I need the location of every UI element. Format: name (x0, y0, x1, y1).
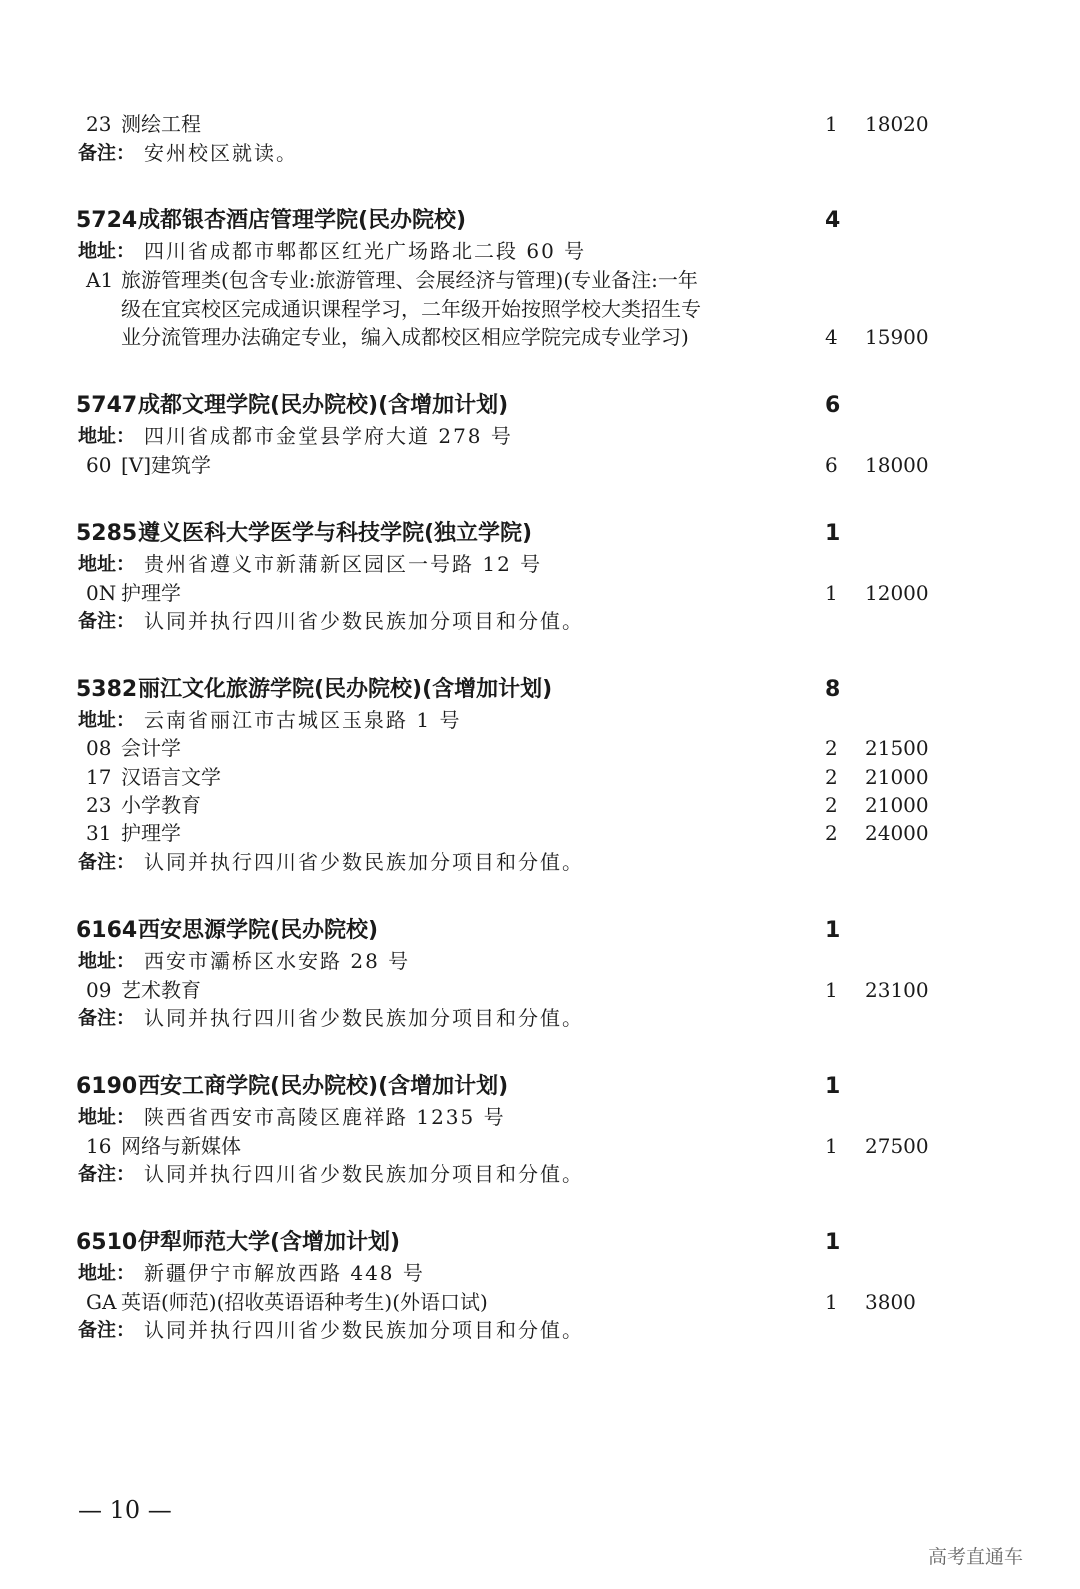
school-header (0, 391, 1080, 421)
major-name: 护理学 (121, 821, 181, 845)
note-row (0, 1003, 1080, 1033)
major-code: 17 (86, 765, 112, 789)
school-header (0, 206, 1080, 236)
school-code: 5285 (76, 521, 138, 546)
address-text: 贵州省遵义市新蒲新区园区一号路 12 号 (144, 552, 543, 576)
major-code: 31 (86, 821, 112, 845)
major-row (0, 109, 1080, 139)
major-name: 会计学 (121, 736, 181, 760)
note-text: 认同并执行四川省少数民族加分项目和分值。 (144, 609, 584, 633)
school-total: 6 (825, 393, 841, 418)
major-row (0, 265, 1080, 295)
school-code: 5724 (76, 208, 138, 233)
major-name: 艺术教育 (121, 978, 201, 1002)
note-row (0, 1315, 1080, 1345)
major-count: 1 (825, 978, 838, 1002)
address-text: 陕西省西安市高陵区鹿祥路 1235 号 (144, 1105, 506, 1129)
major-fee: 23100 (865, 978, 929, 1002)
address-text: 四川省成都市金堂县学府大道 278 号 (144, 424, 513, 448)
school-header (0, 1228, 1080, 1258)
note-label: 备注： (78, 1319, 136, 1341)
school-total: 1 (825, 521, 841, 546)
address-label: 地址： (78, 240, 136, 262)
note-label: 备注： (78, 1007, 136, 1029)
major-count: 2 (825, 765, 838, 789)
major-row-continued (0, 322, 1080, 352)
major-count: 4 (825, 325, 838, 349)
school-total: 1 (825, 1230, 841, 1255)
note-label: 备注： (78, 610, 136, 632)
major-fee: 12000 (865, 581, 929, 605)
note-text: 安州校区就读。 (144, 141, 298, 165)
school-total: 8 (825, 677, 841, 702)
school-total: 1 (825, 1074, 841, 1099)
school-header (0, 519, 1080, 549)
major-fee: 3800 (865, 1290, 916, 1314)
major-code: 08 (86, 736, 112, 760)
major-count: 6 (825, 453, 838, 477)
school-code: 6510 (76, 1230, 138, 1255)
major-code: 0N (86, 581, 117, 605)
school-header (0, 916, 1080, 946)
major-fee: 24000 (865, 821, 929, 845)
major-fee: 27500 (865, 1134, 929, 1158)
note-row (0, 1159, 1080, 1189)
address-label: 地址： (78, 709, 136, 731)
major-fee: 18000 (865, 453, 929, 477)
watermark-text: 高考直通车 (928, 1546, 1024, 1568)
major-count: 2 (825, 793, 838, 817)
major-name: 级在宜宾校区完成通识课程学习，二年级开始按照学校大类招生专 (121, 297, 701, 321)
address-label: 地址： (78, 553, 136, 575)
note-label: 备注： (78, 1163, 136, 1185)
page-number: — 10 — (78, 1496, 172, 1524)
address-label: 地址： (78, 425, 136, 447)
school-name: 西安思源学院(民办院校) (138, 918, 379, 943)
note-row (0, 847, 1080, 877)
major-name: 护理学 (121, 581, 181, 605)
major-name: 小学教育 (121, 793, 201, 817)
major-row (0, 733, 1080, 763)
major-name: 测绘工程 (121, 112, 201, 136)
major-row (0, 450, 1080, 480)
note-row (0, 138, 1080, 168)
major-name: 旅游管理类(包含专业:旅游管理、会展经济与管理)(专业备注:一年 (121, 268, 698, 292)
address-row (0, 1258, 1080, 1288)
school-code: 6164 (76, 918, 138, 943)
major-code: 16 (86, 1134, 112, 1158)
school-name: 成都银杏酒店管理学院(民办院校) (138, 208, 467, 233)
major-row (0, 578, 1080, 608)
note-text: 认同并执行四川省少数民族加分项目和分值。 (144, 1162, 584, 1186)
major-code: 09 (86, 978, 112, 1002)
school-total: 4 (825, 208, 841, 233)
school-name: 遵义医科大学医学与科技学院(独立学院) (138, 521, 533, 546)
address-text: 西安市灞桥区水安路 28 号 (144, 949, 411, 973)
major-name: 汉语言文学 (121, 765, 221, 789)
major-row (0, 790, 1080, 820)
note-text: 认同并执行四川省少数民族加分项目和分值。 (144, 1006, 584, 1030)
address-row (0, 549, 1080, 579)
major-name: 英语(师范)(招收英语语种考生)(外语口试) (121, 1290, 488, 1314)
major-row-continued (0, 294, 1080, 324)
major-count: 1 (825, 1290, 838, 1314)
school-code: 5382 (76, 677, 138, 702)
school-code: 5747 (76, 393, 138, 418)
address-label: 地址： (78, 950, 136, 972)
address-label: 地址： (78, 1106, 136, 1128)
note-label: 备注： (78, 142, 136, 164)
note-row (0, 606, 1080, 636)
major-fee: 18020 (865, 112, 929, 136)
school-header (0, 1072, 1080, 1102)
school-name: 成都文理学院(民办院校)(含增加计划) (138, 393, 509, 418)
major-row (0, 1131, 1080, 1161)
note-text: 认同并执行四川省少数民族加分项目和分值。 (144, 850, 584, 874)
address-row (0, 236, 1080, 266)
school-name: 伊犁师范大学(含增加计划) (138, 1230, 401, 1255)
major-code: 23 (86, 793, 112, 817)
major-name: 网络与新媒体 (121, 1134, 241, 1158)
major-fee: 21500 (865, 736, 929, 760)
major-row (0, 1287, 1080, 1317)
major-row (0, 818, 1080, 848)
major-count: 1 (825, 112, 838, 136)
address-text: 四川省成都市郫都区红光广场路北二段 60 号 (144, 239, 587, 263)
address-row (0, 421, 1080, 451)
note-text: 认同并执行四川省少数民族加分项目和分值。 (144, 1318, 584, 1342)
major-fee: 21000 (865, 793, 929, 817)
major-name: 业分流管理办法确定专业，编入成都校区相应学院完成专业学习) (121, 325, 689, 349)
major-row (0, 762, 1080, 792)
note-label: 备注： (78, 851, 136, 873)
major-count: 2 (825, 736, 838, 760)
address-row (0, 705, 1080, 735)
school-header (0, 675, 1080, 705)
major-code: A1 (86, 268, 114, 292)
school-code: 6190 (76, 1074, 138, 1099)
address-text: 云南省丽江市古城区玉泉路 1 号 (144, 708, 462, 732)
major-count: 2 (825, 821, 838, 845)
major-code: 23 (86, 112, 112, 136)
major-name: [V]建筑学 (121, 453, 212, 477)
school-name: 丽江文化旅游学院(民办院校)(含增加计划) (138, 677, 553, 702)
address-text: 新疆伊宁市解放西路 448 号 (144, 1261, 425, 1285)
major-row (0, 975, 1080, 1005)
major-fee: 15900 (865, 325, 929, 349)
major-count: 1 (825, 581, 838, 605)
address-label: 地址： (78, 1262, 136, 1284)
school-name: 西安工商学院(民办院校)(含增加计划) (138, 1074, 509, 1099)
school-total: 1 (825, 918, 841, 943)
address-row (0, 946, 1080, 976)
major-code: GA (86, 1290, 117, 1314)
major-code: 60 (86, 453, 112, 477)
address-row (0, 1102, 1080, 1132)
major-fee: 21000 (865, 765, 929, 789)
major-count: 1 (825, 1134, 838, 1158)
